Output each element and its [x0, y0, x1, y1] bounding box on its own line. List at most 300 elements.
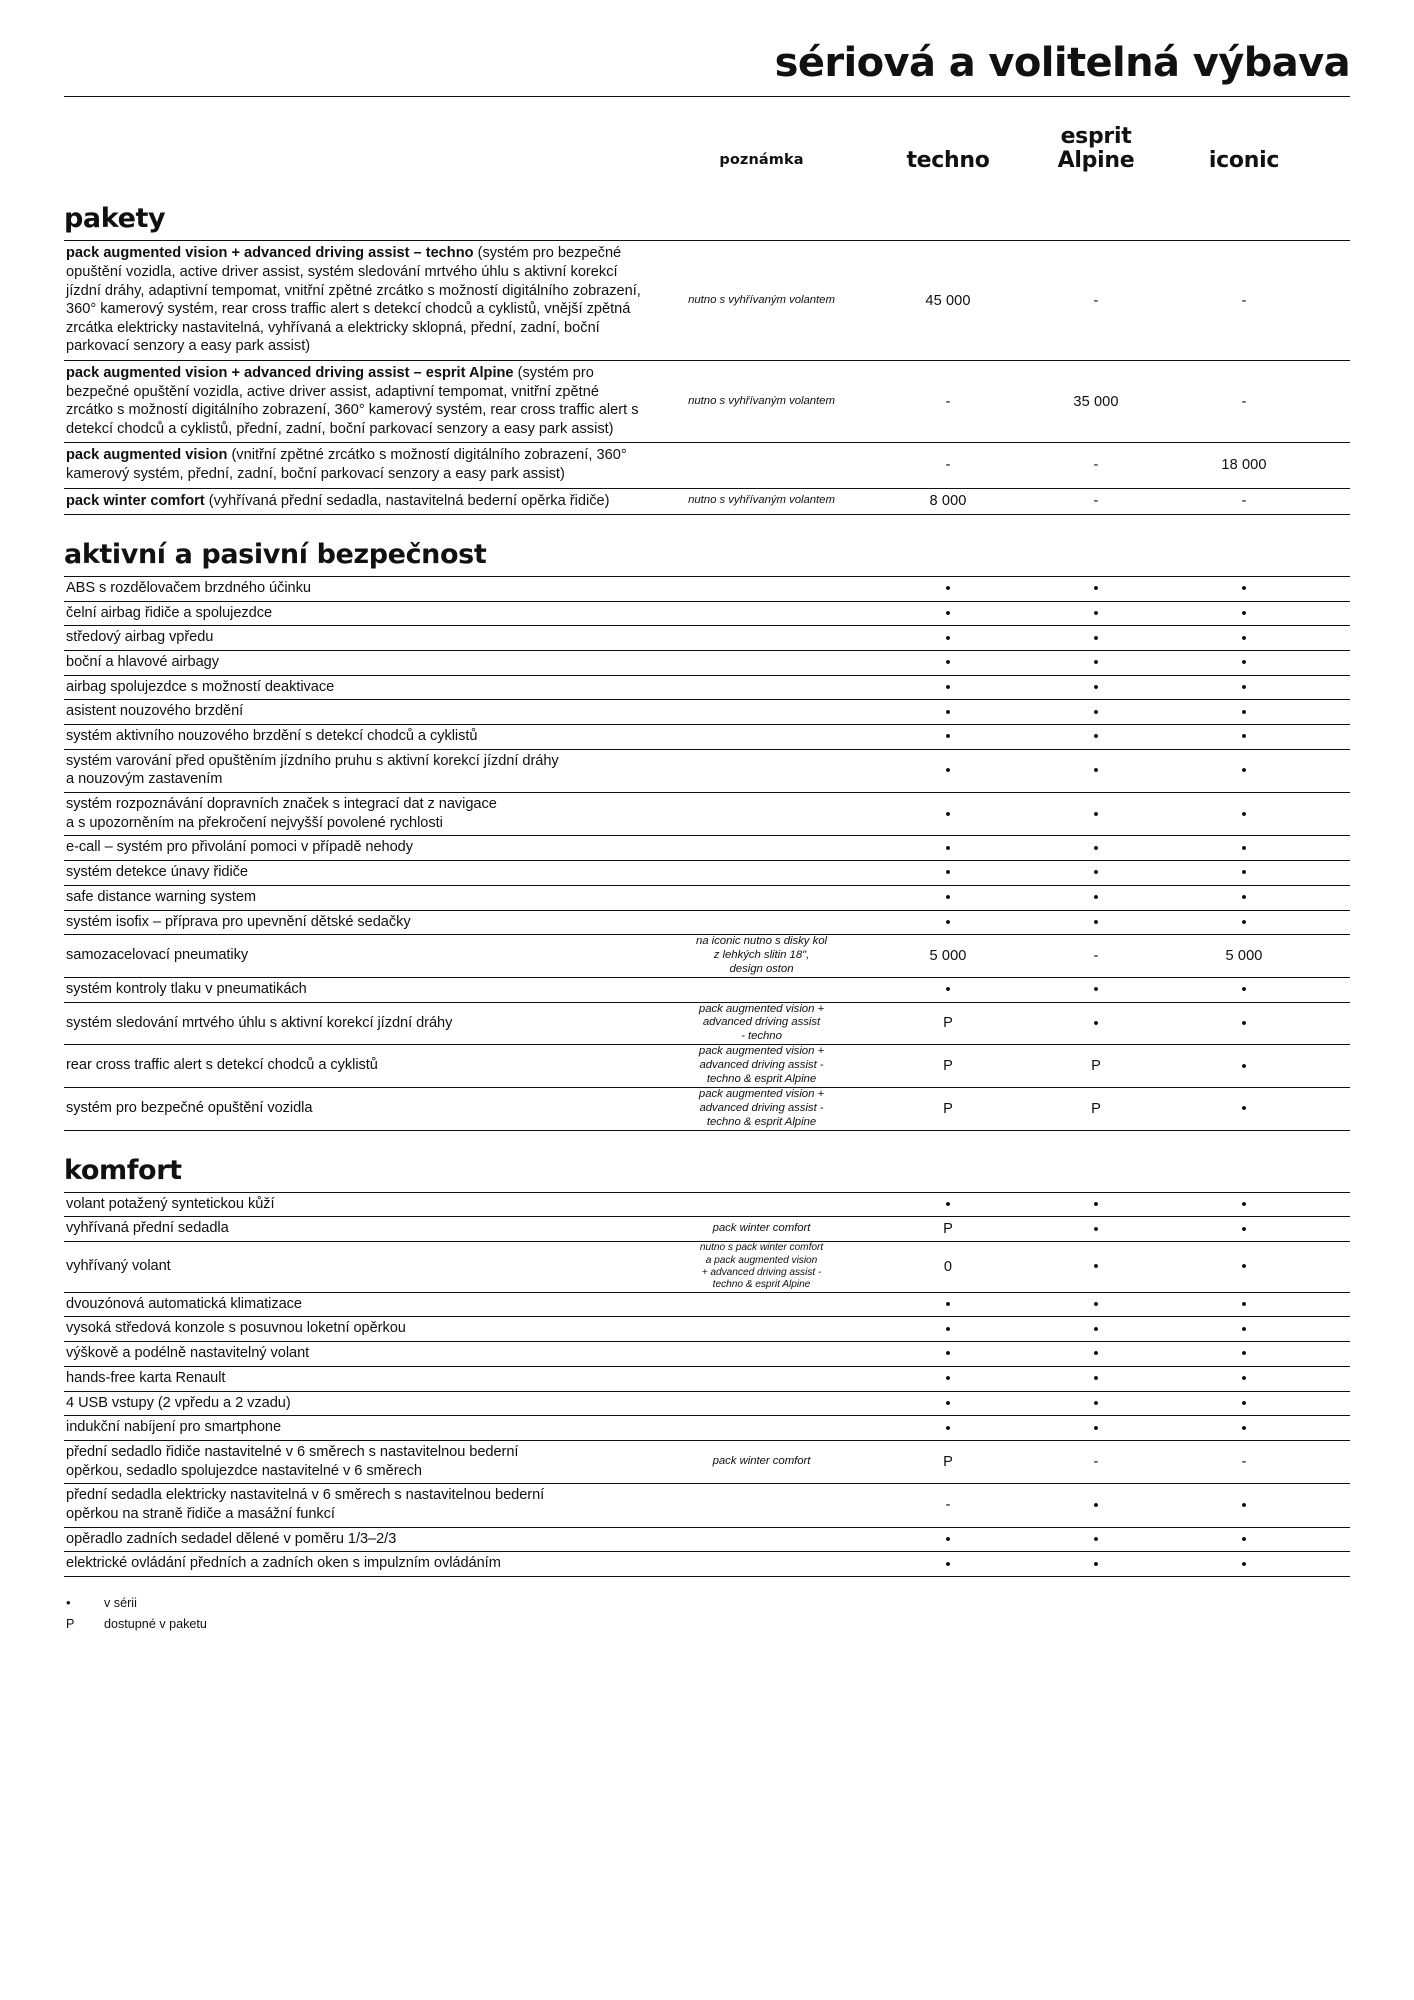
value-techno [874, 443, 1022, 487]
value-esprit-alpine [1022, 861, 1170, 885]
note-cell [649, 750, 874, 792]
package-description: pack augmented vision + advanced driving assist – esprit Alpine (systém pro bezpečné opuštění vozidla, active driver assist, adaptivní tempomat, vnitřní zpětné zrcátko s možností digitálního zobrazení, 360° kamerový systém, rear cross traffic alert s detekcí chodců a cyklistů, přední, zadní, boční parkovací senzory a easy park assist) [66, 364, 639, 437]
note-cell [649, 1342, 874, 1366]
note-cell [649, 1392, 874, 1416]
value-techno-value: • [945, 605, 951, 623]
value-esprit-alpine-value: - [1093, 948, 1099, 965]
value-techno [874, 1416, 1022, 1440]
feature-name-cell [64, 978, 649, 1002]
value-esprit-alpine-value: - [1093, 1454, 1099, 1471]
note-cell [649, 1441, 874, 1483]
value-esprit-alpine-value: - [1093, 457, 1099, 474]
feature-name-cell [64, 911, 649, 935]
value-esprit-alpine-value: • [1093, 1555, 1099, 1573]
note-cell [649, 1367, 874, 1391]
value-iconic-value: • [1241, 1370, 1247, 1388]
value-iconic-value: • [1241, 1296, 1247, 1314]
value-techno-value: P [943, 1454, 953, 1471]
value-esprit-alpine [1022, 1392, 1170, 1416]
feature-label: asistent nouzového brzdění [66, 703, 244, 720]
column-header-note: poznámka [719, 152, 804, 169]
legend-text: v sérii [104, 1595, 137, 1610]
value-esprit-alpine [1022, 1003, 1170, 1045]
value-iconic-value: - [1241, 292, 1247, 309]
value-esprit-alpine [1022, 1045, 1170, 1087]
value-techno-value: 5 000 [929, 948, 967, 965]
value-esprit-alpine-value: • [1093, 1370, 1099, 1388]
value-iconic [1170, 676, 1318, 700]
value-techno [874, 861, 1022, 885]
value-techno [874, 978, 1022, 1002]
value-esprit-alpine-value: • [1093, 1258, 1099, 1276]
package-description: pack augmented vision + advanced driving assist – techno (systém pro bezpečné opuštění vozidla, active driver assist, systém sledování mrtvého úhlu s aktivní korekcí jízdní dráhy, adaptivní tempomat, vnitřní zpětné zrcátko s možností digitálního zobrazení, 360° kamerový systém, rear cross traffic alert s detekcí chodců a cyklistů, vnější zpětná zrcátka elektricky nastavitelná, vyhřívaná a elektricky sklopná, přední, zadní, boční parkovací senzory a easy park assist) [66, 245, 641, 355]
note-cell [649, 443, 874, 487]
value-esprit-alpine [1022, 1293, 1170, 1317]
note-cell [649, 577, 874, 601]
value-esprit-alpine [1022, 1416, 1170, 1440]
feature-label: vysoká středová konzole s posuvnou loketní opěrkou [66, 1320, 406, 1337]
value-esprit-alpine-value: • [1093, 981, 1099, 999]
column-headers [64, 125, 1350, 179]
feature-label: rear cross traffic alert s detekcí chodců a cyklistů [66, 1057, 378, 1074]
value-iconic [1170, 1045, 1318, 1087]
feature-name-cell [64, 651, 649, 675]
feature-name-cell [64, 1416, 649, 1440]
value-techno-value: • [945, 913, 951, 931]
note-cell [649, 1416, 874, 1440]
table-row [64, 1045, 1350, 1088]
table-row [64, 1367, 1350, 1392]
note-cell [649, 602, 874, 626]
value-techno [874, 1242, 1022, 1292]
value-esprit-alpine-value: • [1093, 1496, 1099, 1514]
value-iconic-value: - [1241, 1454, 1247, 1471]
value-techno [874, 241, 1022, 360]
value-techno [874, 1003, 1022, 1045]
value-esprit-alpine-value: • [1093, 1394, 1099, 1412]
note-text: nutno s vyhřívaným volantem [688, 494, 835, 507]
sections-container [64, 203, 1350, 1577]
value-techno-value: • [945, 1370, 951, 1388]
value-techno [874, 1193, 1022, 1217]
value-iconic-value: • [1241, 981, 1247, 999]
value-iconic-value: • [1241, 703, 1247, 721]
value-techno-value: P [943, 1221, 953, 1238]
feature-name-cell [64, 1003, 649, 1045]
column-header-techno: techno [906, 148, 990, 174]
note-cell [649, 676, 874, 700]
value-iconic [1170, 911, 1318, 935]
value-techno [874, 1441, 1022, 1483]
feature-name-cell [64, 935, 649, 977]
value-techno [874, 750, 1022, 792]
note-cell [649, 1242, 874, 1292]
value-iconic-value: • [1241, 728, 1247, 746]
value-techno-value: • [945, 1345, 951, 1363]
value-iconic-value: • [1241, 1196, 1247, 1214]
page-title: sériová a volitelná výbava [774, 40, 1350, 86]
value-techno-value: • [945, 679, 951, 697]
section-table-1 [64, 576, 1350, 1131]
value-iconic [1170, 861, 1318, 885]
section-title-0: pakety [64, 203, 166, 235]
note-text: pack augmented vision + advanced driving assist - techno [698, 1002, 825, 1043]
legend-text: dostupné v paketu [104, 1616, 207, 1631]
value-techno [874, 1045, 1022, 1087]
note-cell [649, 886, 874, 910]
value-esprit-alpine [1022, 1342, 1170, 1366]
package-title: pack augmented vision [66, 447, 228, 464]
value-techno-value: P [943, 1058, 953, 1075]
value-techno-value: • [945, 1196, 951, 1214]
feature-label: systém kontroly tlaku v pneumatikách [66, 980, 307, 997]
table-row [64, 361, 1350, 443]
value-iconic [1170, 626, 1318, 650]
value-esprit-alpine [1022, 1528, 1170, 1552]
value-esprit-alpine [1022, 1367, 1170, 1391]
note-cell [649, 1484, 874, 1526]
value-iconic [1170, 793, 1318, 835]
value-esprit-alpine-value: • [1093, 839, 1099, 857]
feature-label: indukční nabíjení pro smartphone [66, 1419, 282, 1436]
table-row [64, 935, 1350, 978]
value-techno [874, 725, 1022, 749]
value-iconic-value: • [1241, 1419, 1247, 1437]
value-esprit-alpine [1022, 443, 1170, 487]
value-iconic-value: • [1241, 889, 1247, 907]
value-techno-value: P [943, 1015, 953, 1032]
feature-label: vyhřívaný volant [66, 1258, 171, 1275]
value-esprit-alpine [1022, 602, 1170, 626]
value-techno-value: • [945, 703, 951, 721]
feature-name-cell [64, 861, 649, 885]
table-row [64, 577, 1350, 602]
value-iconic-value: - [1241, 393, 1247, 410]
value-esprit-alpine [1022, 935, 1170, 977]
feature-name-cell [64, 1293, 649, 1317]
table-row [64, 602, 1350, 627]
value-esprit-alpine [1022, 651, 1170, 675]
note-text: pack winter comfort [712, 1455, 811, 1468]
table-row [64, 651, 1350, 676]
table-row [64, 1088, 1350, 1131]
note-cell [649, 1317, 874, 1341]
section-title-2: komfort [64, 1154, 182, 1186]
value-techno [874, 1342, 1022, 1366]
value-iconic [1170, 443, 1318, 487]
value-iconic [1170, 361, 1318, 442]
package-title: pack augmented vision + advanced driving assist – esprit Alpine [66, 364, 514, 381]
value-techno-value: • [945, 580, 951, 598]
table-row [64, 1441, 1350, 1484]
feature-name-cell [64, 1342, 649, 1366]
table-row [64, 886, 1350, 911]
note-text: nutno s vyhřívaným volantem [688, 394, 835, 407]
feature-name-cell [64, 1552, 649, 1576]
value-techno [874, 836, 1022, 860]
table-row [64, 1193, 1350, 1218]
value-iconic [1170, 1416, 1318, 1440]
value-techno [874, 1217, 1022, 1241]
value-techno [874, 1484, 1022, 1526]
note-cell [649, 861, 874, 885]
value-iconic [1170, 725, 1318, 749]
value-techno-value: 0 [943, 1258, 953, 1275]
table-row [64, 1217, 1350, 1242]
note-cell [649, 626, 874, 650]
value-iconic-value: 18 000 [1221, 457, 1267, 474]
feature-label: ABS s rozdělovačem brzdného účinku [66, 580, 311, 597]
value-techno-value: • [945, 1320, 951, 1338]
value-esprit-alpine [1022, 1242, 1170, 1292]
note-cell [649, 1193, 874, 1217]
value-esprit-alpine-value: • [1093, 654, 1099, 672]
value-esprit-alpine [1022, 626, 1170, 650]
table-row [64, 489, 1350, 516]
value-techno [874, 793, 1022, 835]
table-row [64, 1392, 1350, 1417]
value-esprit-alpine-value: • [1093, 703, 1099, 721]
feature-name-cell [64, 793, 649, 835]
value-iconic [1170, 602, 1318, 626]
value-esprit-alpine [1022, 241, 1170, 360]
table-row [64, 1242, 1350, 1293]
value-iconic [1170, 750, 1318, 792]
feature-name-cell [64, 700, 649, 724]
feature-label: opěradlo zadních sedadel dělené v poměru 1/3–2/3 [66, 1530, 397, 1547]
value-techno [874, 1367, 1022, 1391]
value-iconic [1170, 1088, 1318, 1130]
legend-key: • [66, 1594, 71, 1610]
note-text: nutno s vyhřívaným volantem [688, 293, 835, 306]
feature-label: e-call – systém pro přivolání pomoci v případě nehody [66, 839, 413, 856]
note-cell [649, 725, 874, 749]
value-iconic-value: • [1241, 839, 1247, 857]
feature-label: přední sedadla elektricky nastavitelná v 6 směrech s nastavitelnou bederní opěrkou na straně řidiče a masážní funkcí [66, 1487, 545, 1522]
title-divider [64, 96, 1350, 97]
value-iconic-value: • [1241, 1057, 1247, 1075]
table-row [64, 676, 1350, 701]
value-techno-value: • [945, 981, 951, 999]
value-techno-value: • [945, 1394, 951, 1412]
package-description: pack winter comfort (vyhřívaná přední sedadla, nastavitelná bederní opěrka řidiče) [66, 492, 610, 509]
feature-name-cell [64, 750, 649, 792]
value-iconic [1170, 700, 1318, 724]
feature-label: airbag spolujezdce s možností deaktivace [66, 678, 335, 695]
value-techno-value: P [943, 1100, 953, 1117]
value-iconic-value: • [1241, 1100, 1247, 1118]
value-esprit-alpine-value: • [1093, 913, 1099, 931]
feature-label: systém varování před opuštěním jízdního pruhu s aktivní korekcí jízdní dráhy a nouzovým zastavením [66, 752, 559, 788]
value-esprit-alpine [1022, 1193, 1170, 1217]
package-description: pack augmented vision (vnitřní zpětné zrcátko s možností digitálního zobrazení, 360° kamerový systém, přední, zadní, boční parkovací senzory a easy park assist) [66, 447, 627, 482]
value-techno-value: • [945, 1530, 951, 1548]
table-row [64, 1003, 1350, 1046]
column-header-esprit-line1: esprit [1060, 124, 1132, 149]
value-iconic [1170, 978, 1318, 1002]
value-iconic-value: • [1241, 1345, 1247, 1363]
value-iconic [1170, 651, 1318, 675]
legend-key: P [66, 1616, 75, 1631]
value-techno-value: 45 000 [925, 292, 971, 309]
legend-item [64, 1614, 1350, 1634]
feature-name-cell [64, 725, 649, 749]
note-cell [649, 978, 874, 1002]
value-iconic-value: • [1241, 805, 1247, 823]
column-header-esprit-line2: Alpine [1057, 148, 1135, 174]
note-cell [649, 793, 874, 835]
value-iconic-value: • [1241, 913, 1247, 931]
value-esprit-alpine-value: • [1093, 1220, 1099, 1238]
value-techno-value: • [945, 1419, 951, 1437]
value-iconic-value: • [1241, 1220, 1247, 1238]
value-esprit-alpine [1022, 676, 1170, 700]
value-techno [874, 577, 1022, 601]
value-iconic-value: • [1241, 864, 1247, 882]
value-iconic [1170, 1193, 1318, 1217]
feature-label: systém detekce únavy řidiče [66, 864, 248, 881]
feature-name-cell [64, 1088, 649, 1130]
value-esprit-alpine [1022, 725, 1170, 749]
value-techno [874, 361, 1022, 442]
value-iconic-value: - [1241, 493, 1247, 510]
section-table-2 [64, 1192, 1350, 1577]
note-cell [649, 1552, 874, 1576]
value-esprit-alpine [1022, 750, 1170, 792]
note-cell [649, 361, 874, 442]
feature-label: safe distance warning system [66, 888, 257, 905]
value-techno-value: • [945, 654, 951, 672]
value-esprit-alpine [1022, 1088, 1170, 1130]
value-esprit-alpine-value: - [1093, 493, 1099, 510]
feature-name-cell [64, 1484, 649, 1526]
value-iconic [1170, 1242, 1318, 1292]
feature-name-cell [64, 1392, 649, 1416]
note-cell [649, 836, 874, 860]
value-iconic [1170, 577, 1318, 601]
value-iconic-value: • [1241, 762, 1247, 780]
value-iconic [1170, 1342, 1318, 1366]
value-iconic [1170, 1528, 1318, 1552]
section-title-1: aktivní a pasivní bezpečnost [64, 539, 487, 571]
value-iconic [1170, 935, 1318, 977]
note-text: pack winter comfort [712, 1222, 811, 1235]
value-techno [874, 1528, 1022, 1552]
feature-label: vyhřívaná přední sedadla [66, 1220, 229, 1237]
value-techno-value: - [945, 393, 951, 410]
note-cell [649, 651, 874, 675]
note-text: pack augmented vision + advanced driving assist - techno & esprit Alpine [698, 1045, 825, 1086]
feature-name-cell [64, 1045, 649, 1087]
value-techno-value: • [945, 728, 951, 746]
feature-label: dvouzónová automatická klimatizace [66, 1295, 302, 1312]
value-esprit-alpine-value: • [1093, 1320, 1099, 1338]
feature-label: systém pro bezpečné opuštění vozidla [66, 1100, 313, 1117]
feature-name-cell [64, 1193, 649, 1217]
table-row [64, 793, 1350, 836]
package-title: pack winter comfort [66, 492, 205, 509]
value-iconic-value: • [1241, 679, 1247, 697]
value-esprit-alpine-value: • [1093, 679, 1099, 697]
value-techno [874, 489, 1022, 515]
value-techno [874, 1317, 1022, 1341]
feature-name-cell [64, 1367, 649, 1391]
value-techno [874, 651, 1022, 675]
value-techno [874, 886, 1022, 910]
value-iconic [1170, 1441, 1318, 1483]
value-techno [874, 1552, 1022, 1576]
feature-name-cell [64, 676, 649, 700]
legend-item [64, 1593, 1350, 1614]
feature-name-cell [64, 1317, 649, 1341]
note-text: pack augmented vision + advanced driving assist - techno & esprit Alpine [698, 1088, 825, 1128]
table-row [64, 1317, 1350, 1342]
feature-name-cell [64, 361, 649, 442]
value-iconic [1170, 1367, 1318, 1391]
feature-name-cell [64, 886, 649, 910]
value-iconic [1170, 1392, 1318, 1416]
value-techno-value: • [945, 629, 951, 647]
value-esprit-alpine [1022, 1317, 1170, 1341]
feature-name-cell [64, 1242, 649, 1292]
table-row [64, 725, 1350, 750]
feature-label: systém aktivního nouzového brzdění s detekcí chodců a cyklistů [66, 728, 478, 745]
note-cell [649, 911, 874, 935]
value-iconic [1170, 489, 1318, 515]
value-esprit-alpine-value: • [1093, 605, 1099, 623]
feature-label: středový airbag vpředu [66, 629, 214, 646]
value-iconic-value: • [1241, 1394, 1247, 1412]
feature-label: boční a hlavové airbagy [66, 654, 219, 671]
note-cell [649, 700, 874, 724]
feature-name-cell [64, 577, 649, 601]
value-iconic-value: • [1241, 629, 1247, 647]
value-esprit-alpine [1022, 1484, 1170, 1526]
feature-label: samozacelovací pneumatiky [66, 947, 249, 964]
table-row [64, 1342, 1350, 1367]
note-cell [649, 1528, 874, 1552]
value-techno-value: • [945, 1555, 951, 1573]
table-row [64, 861, 1350, 886]
value-iconic [1170, 836, 1318, 860]
value-esprit-alpine-value: • [1093, 889, 1099, 907]
value-esprit-alpine-value: • [1093, 1419, 1099, 1437]
value-iconic-value: • [1241, 580, 1247, 598]
table-row [64, 750, 1350, 793]
value-esprit-alpine-value: • [1093, 1196, 1099, 1214]
value-techno [874, 1392, 1022, 1416]
value-techno-value: 8 000 [929, 493, 967, 510]
value-iconic-value: • [1241, 654, 1247, 672]
column-header-iconic: iconic [1208, 148, 1280, 174]
package-title: pack augmented vision + advanced driving assist – techno [66, 245, 474, 262]
feature-name-cell [64, 1217, 649, 1241]
note-cell [649, 1088, 874, 1130]
feature-label: přední sedadlo řidiče nastavitelné v 6 směrech s nastavitelnou bederní opěrkou, sedadlo spolujezdce nastavitelné v 6 směrech [66, 1443, 519, 1479]
feature-name-cell [64, 241, 649, 360]
feature-label: hands-free karta Renault [66, 1369, 226, 1386]
value-techno-value: - [945, 1497, 951, 1514]
feature-label: systém sledování mrtvého úhlu s aktivní korekcí jízdní dráhy [66, 1014, 453, 1031]
value-iconic [1170, 1217, 1318, 1241]
value-iconic-value: • [1241, 1014, 1247, 1032]
note-cell [649, 241, 874, 360]
value-techno [874, 1293, 1022, 1317]
value-techno [874, 602, 1022, 626]
value-techno-value: • [945, 839, 951, 857]
table-row [64, 1528, 1350, 1553]
value-iconic [1170, 1003, 1318, 1045]
